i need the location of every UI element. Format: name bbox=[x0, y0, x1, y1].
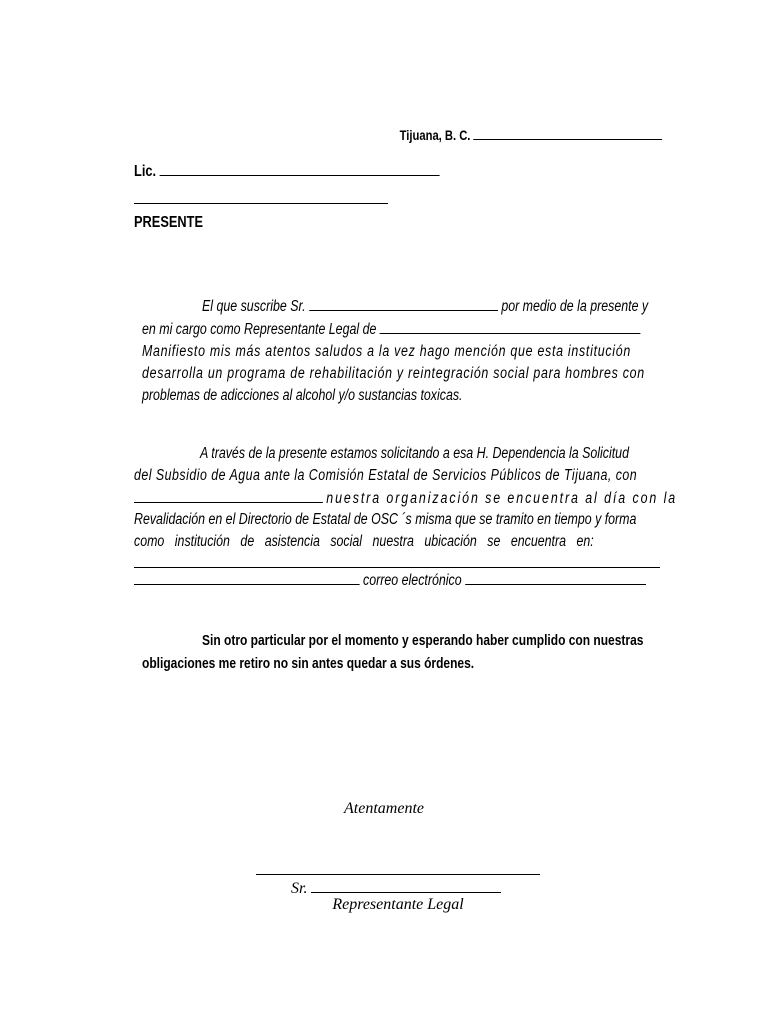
p2-line3 bbox=[134, 489, 677, 508]
sr-label: Sr. bbox=[291, 880, 308, 897]
recipient-name-blank bbox=[160, 160, 440, 176]
p1-l1a: El que suscribe Sr. bbox=[202, 298, 306, 315]
presente-heading: PRESENTE bbox=[134, 214, 203, 231]
recipient-line bbox=[134, 160, 440, 181]
signer-role: Representante Legal bbox=[332, 896, 464, 913]
address-blank-2 bbox=[134, 571, 360, 585]
p2-line7 bbox=[134, 571, 646, 590]
p1-line4: desarrolla un programa de rehabilitación y reintegración social para hombres con bbox=[142, 365, 645, 382]
p1-l1b: por medio de la presente y bbox=[501, 298, 649, 315]
email-blank bbox=[465, 571, 646, 585]
address-blank bbox=[134, 567, 660, 568]
lic-label: Lic. bbox=[134, 163, 157, 180]
p2-line1: A través de la presente estamos solicitando a esa H. Dependencia la Solicitud bbox=[200, 445, 629, 462]
signature-line bbox=[256, 874, 540, 875]
p1-line1 bbox=[202, 297, 648, 316]
p2-line5: como institución de asistencia social nuestra ubicación se encuentra en: bbox=[134, 533, 594, 550]
p3-line1: Sin otro particular por el momento y esperando haber cumplido con nuestras bbox=[202, 632, 644, 649]
p2-line2: del Subsidio de Agua ante la Comisión Estatal de Servicios Públicos de Tijuana, con bbox=[134, 467, 638, 484]
p1-line2 bbox=[142, 320, 641, 339]
date-blank bbox=[473, 126, 662, 140]
signer-name-blank bbox=[311, 876, 501, 893]
p1-line3: Manifiesto mis más atentos saludos a la vez hago mención que esta institución bbox=[142, 343, 631, 360]
signature-name-line bbox=[291, 876, 501, 898]
p2-l3-text: nuestra organización se encuentra al día con la bbox=[326, 490, 678, 507]
email-label: correo electrónico bbox=[363, 572, 462, 589]
place-label: Tijuana, B. C. bbox=[399, 127, 471, 143]
place-date-line bbox=[399, 126, 662, 143]
con-blank bbox=[134, 489, 323, 503]
p3-line2: obligaciones me retiro no sin antes quedar a sus órdenes. bbox=[142, 655, 475, 672]
p2-line4: Revalidación en el Directorio de Estatal de OSC ´s misma que se tramito en tiempo y forma bbox=[134, 511, 637, 528]
suscribe-name-blank bbox=[309, 297, 498, 311]
p1-line5: problemas de adicciones al alcohol y/o sustancias toxicas. bbox=[142, 387, 463, 404]
p1-l2: en mi cargo como Representante Legal de bbox=[142, 321, 377, 338]
closing-atentamente: Atentamente bbox=[344, 800, 424, 817]
recipient-title-blank bbox=[134, 203, 388, 204]
organization-blank bbox=[380, 320, 641, 334]
